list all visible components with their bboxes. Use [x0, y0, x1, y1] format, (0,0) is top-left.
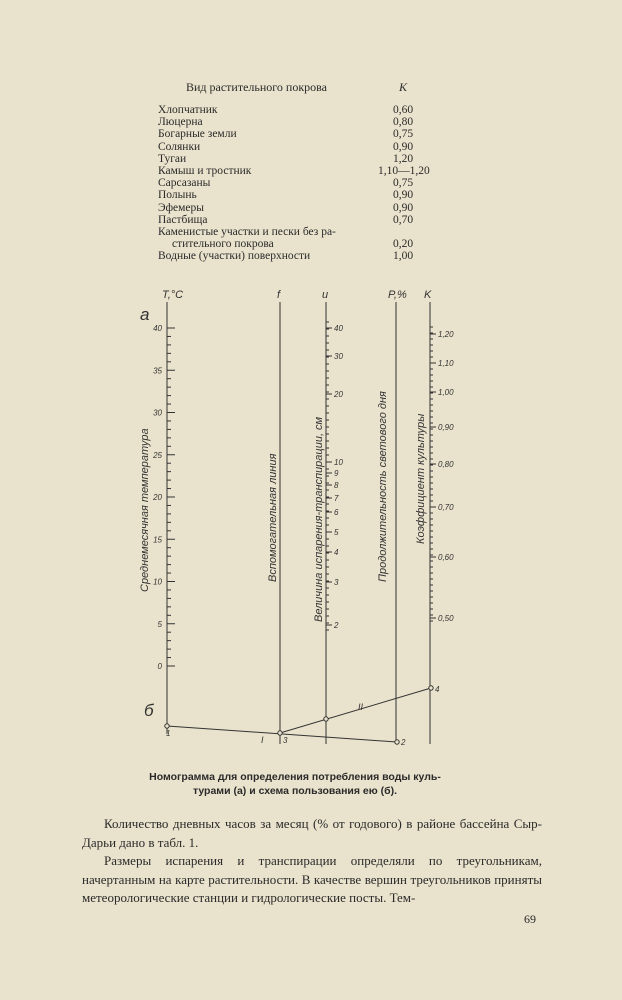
header-k: K: [424, 289, 432, 301]
vegetation-name: стительного покрова: [172, 238, 274, 251]
axis-label-t: Среднемесячная температура: [139, 428, 151, 592]
t-tick-label: 15: [153, 535, 162, 545]
table-row: [158, 128, 448, 140]
k-value: 1,20: [393, 152, 414, 165]
axis-label-k: Коэффициент культуры: [415, 413, 427, 544]
header-p: P,%: [388, 289, 407, 301]
k-value: 1,00: [393, 250, 414, 263]
k-value: 0,20: [393, 238, 414, 251]
vegetation-name: Сарсазаны: [158, 177, 211, 190]
scheme-label-1: 1: [166, 729, 171, 738]
k-value: 0,90: [393, 201, 414, 214]
k-tick-label: 0,50: [438, 614, 454, 623]
header-t: T,°C: [162, 289, 184, 301]
vegetation-name: Водные (участки) поверхности: [158, 250, 311, 263]
vegetation-name: Пастбища: [158, 213, 208, 226]
table-row: [158, 250, 448, 262]
k-value: 0,80: [393, 116, 414, 129]
k-value: 0,75: [393, 128, 414, 141]
scheme-point-3: [278, 731, 282, 735]
scheme-point-4: [429, 686, 433, 690]
table-row: [158, 165, 448, 177]
t-tick-label: 0: [157, 662, 162, 671]
scheme-label-3: 3: [283, 736, 288, 745]
u-tick-label: 8: [334, 481, 339, 490]
table-row: [158, 214, 448, 226]
table-row: [158, 153, 448, 165]
u-tick-label: 20: [334, 390, 343, 399]
u-tick-label: 40: [334, 324, 343, 333]
k-tick-label: 1,10: [438, 359, 454, 368]
t-tick-label: 30: [153, 408, 162, 418]
u-tick-label: 5: [334, 528, 339, 537]
vegetation-name: Тугаи: [158, 152, 187, 165]
scheme-label-4: 4: [435, 685, 440, 694]
scheme-point-1: [165, 724, 169, 728]
k-tick-label: 0,90: [438, 423, 454, 432]
table-row: [158, 177, 448, 189]
t-tick-label: 35: [153, 366, 162, 376]
t-tick-label: 25: [153, 450, 162, 460]
u-tick-label: 2: [334, 621, 339, 630]
vegetation-table-header: [186, 80, 408, 95]
k-tick-label: 0,60: [438, 553, 454, 562]
u-tick-label: 3: [334, 578, 339, 587]
vegetation-table: [158, 104, 448, 262]
axis-label-p: Продолжительность светового дня: [377, 391, 389, 582]
scheme-point-u: [324, 717, 328, 721]
scheme-point-2: [395, 740, 399, 744]
table-row: [158, 116, 448, 128]
t-tick-label: 40: [153, 324, 162, 333]
u-tick-label: 9: [334, 469, 339, 478]
u-tick-label: 30: [334, 352, 343, 361]
vegetation-name: Полынь: [158, 189, 197, 202]
nomogram: [130, 282, 470, 757]
vegetation-name: Эфемеры: [158, 201, 205, 214]
paragraph-2: Размеры испарения и транспирации определяли по треугольникам, начертанным на карте растительности. В качестве вершин треугольников приняты метеорологические станции и гидрологические посты. Тем-: [82, 853, 542, 905]
body-text: [82, 815, 542, 908]
scheme-label-2: 2: [401, 738, 406, 747]
table-row: [158, 104, 448, 116]
k-tick-label: 1,20: [438, 330, 454, 339]
table-row: [158, 238, 448, 250]
scheme-line-label-2: II: [358, 702, 364, 712]
u-tick-label: 7: [334, 494, 339, 503]
vegetation-name: Хлопчатник: [158, 104, 218, 116]
table-col-k: K: [399, 80, 408, 94]
k-tick-label: 0,70: [438, 503, 454, 512]
panel-label-b: б: [144, 701, 154, 720]
k-value: 0,60: [393, 104, 414, 116]
axis-label-u: Величина испарения-транспирации, см: [313, 416, 325, 622]
table-row: [158, 202, 448, 214]
caption-line-1: Номограмма для определения потребления воды куль-: [149, 771, 441, 783]
k-value: 0,90: [393, 189, 414, 202]
k-value: 0,70: [393, 213, 414, 226]
vegetation-name: Каменистые участки и пески без ра-: [158, 225, 336, 238]
page-number: 69: [524, 912, 536, 926]
header-f: f: [277, 289, 281, 301]
vegetation-name: Люцерна: [158, 116, 203, 129]
axis-label-f: Вспомогательная линия: [267, 453, 279, 582]
k-value: 0,90: [393, 140, 414, 153]
u-tick-label: 6: [334, 508, 339, 517]
t-tick-label: 5: [157, 619, 162, 629]
table-row: [158, 226, 448, 238]
vegetation-name: Солянки: [158, 140, 201, 153]
t-tick-label: 10: [153, 577, 162, 587]
panel-label-a: а: [140, 305, 150, 324]
table-col-vegetation: Вид растительного покрова: [186, 80, 328, 94]
table-row: [158, 141, 448, 153]
figure-caption: [130, 770, 460, 798]
u-tick-label: 4: [334, 548, 339, 557]
header-u: u: [322, 289, 329, 301]
caption-line-2: турами (а) и схема пользования ею (б).: [192, 785, 398, 797]
k-value: 0,75: [393, 177, 414, 190]
k-value: 1,10—1,20: [378, 164, 430, 177]
scheme-line-3-4: [280, 688, 431, 733]
t-tick-label: 20: [153, 493, 162, 502]
paragraph-1: Количество дневных часов за месяц (% от годового) в районе бассейна Сыр-Дарьи дано в табл. 1.: [82, 816, 542, 850]
u-tick-label: 10: [334, 458, 343, 467]
scheme-line-label-1: I: [261, 735, 264, 745]
table-row: [158, 189, 448, 201]
vegetation-name: Богарные земли: [158, 128, 237, 141]
k-tick-label: 1,00: [438, 388, 454, 397]
k-tick-label: 0,80: [438, 460, 454, 469]
vegetation-name: Камыш и тростник: [158, 164, 252, 177]
